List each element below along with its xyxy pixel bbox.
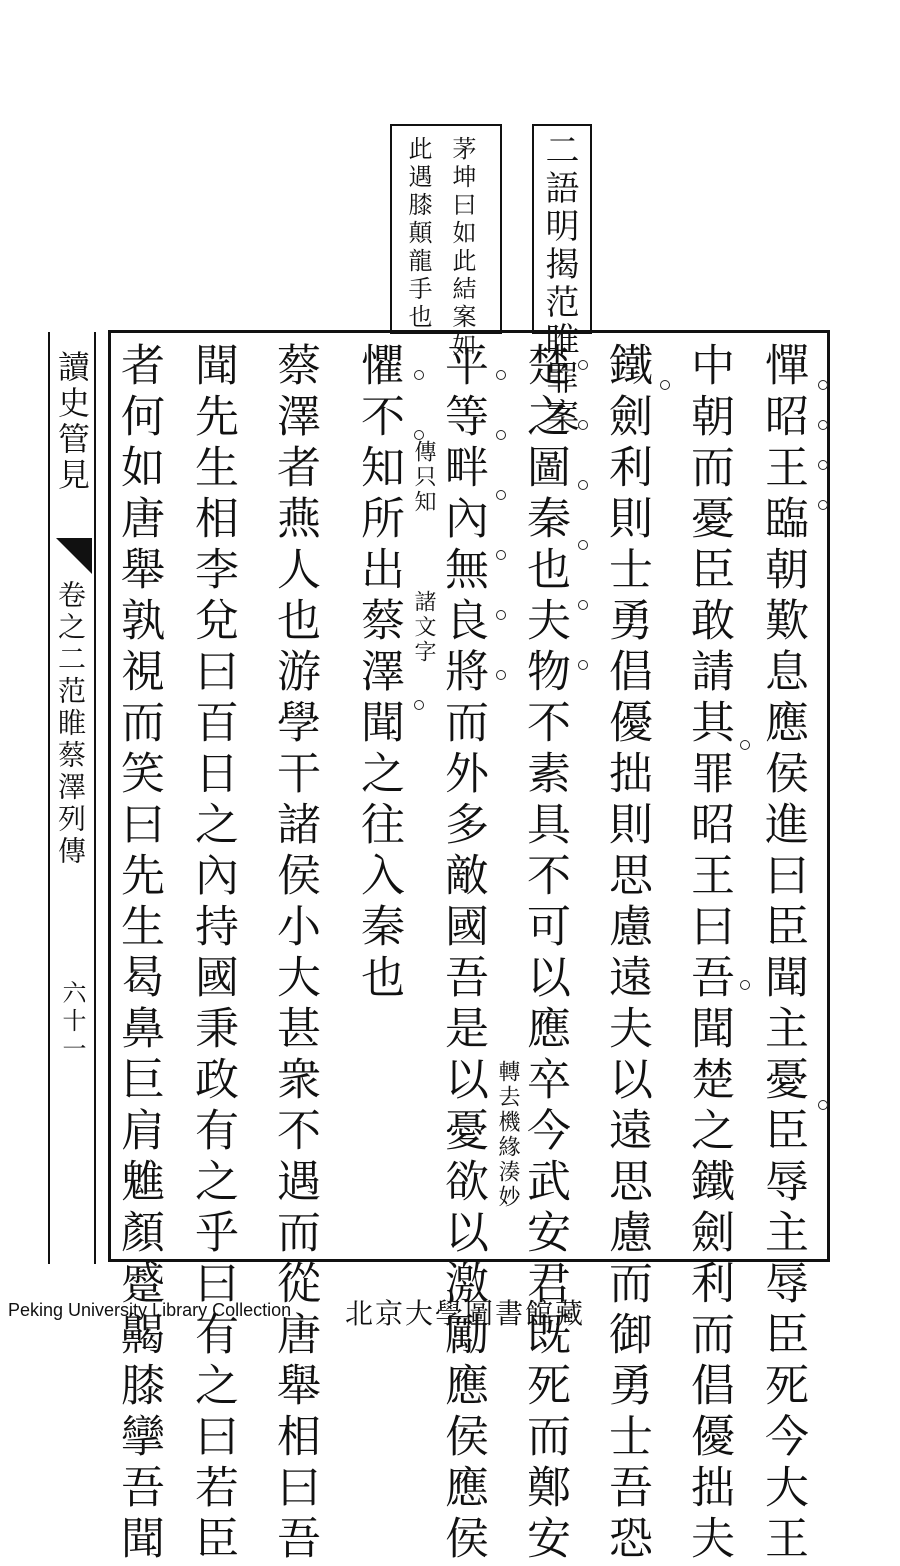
punctuation-dot (578, 540, 588, 550)
punctuation-dot (496, 430, 506, 440)
punctuation-dot (818, 460, 828, 470)
punctuation-dot (818, 1100, 828, 1110)
footer-collection-en: Peking University Library Collection (8, 1300, 292, 1320)
footer-collection-zh: 北京大學圖書館藏 (345, 1297, 586, 1330)
punctuation-dot (818, 500, 828, 510)
text-column-3: 鐵劍利則士勇倡優拙則思慮遠夫以遠思慮而御勇士吾恐 (601, 342, 652, 1566)
header-note-left-text-1: 茅坤曰如此結案如 (448, 136, 476, 360)
punctuation-dot (496, 370, 506, 380)
text-column-2: 中朝而憂臣敢請其罪昭王曰吾聞楚之鐵劍利而倡優拙夫 (683, 342, 734, 1566)
text-column-7: 蔡澤者燕人也游學干諸侯小大甚衆不遇而從唐舉相曰吾 (269, 342, 320, 1566)
text-column-6: 懼不知所出蔡澤聞之往入秦也 (353, 342, 404, 1005)
header-note-right-box (532, 124, 592, 436)
punctuation-dot (740, 740, 750, 750)
punctuation-dot (578, 420, 588, 430)
interlinear-note-1: 傳只知 (411, 440, 436, 515)
punctuation-dot (578, 600, 588, 610)
gutter-chapter-title: 卷之二范睢蔡澤列傳 (54, 580, 87, 868)
punctuation-dot (818, 380, 828, 390)
text-column-5: 平等畔內無良將而外多敵國吾是以憂欲以激勵應侯應侯 (437, 342, 488, 1566)
punctuation-dot (818, 420, 828, 430)
punctuation-dot (578, 660, 588, 670)
punctuation-dot (496, 610, 506, 620)
punctuation-dot (578, 480, 588, 490)
text-column-9: 者何如唐舉孰視而笑曰先生曷鼻巨肩魋顏蹙齃膝攣吾聞 (113, 342, 164, 1566)
text-column-4: 楚之圖秦也夫物不素具不可以應卒今武安君既死而鄭安 (519, 342, 570, 1566)
header-note-left-box (390, 124, 502, 360)
text-column-1: 憚昭王臨朝歎息應侯進曰臣聞主憂臣辱主辱臣死今大王 (757, 342, 808, 1566)
punctuation-dot (660, 380, 670, 390)
punctuation-dot (496, 490, 506, 500)
punctuation-dot (414, 700, 424, 710)
header-note-left-text-2: 此遇膝顛龍手也 (404, 136, 432, 332)
punctuation-dot (414, 430, 424, 440)
punctuation-dot (496, 550, 506, 560)
punctuation-dot (740, 980, 750, 990)
punctuation-dot (496, 670, 506, 680)
text-column-8: 聞先生相李兌曰百日之內持國秉政有之乎曰有之曰若臣 (187, 342, 238, 1566)
interlinear-note-3: 轉去機緣湊妙 (495, 1060, 520, 1210)
gutter-page-number: 六十一 (58, 980, 86, 1064)
punctuation-dot (578, 360, 588, 370)
header-note-right-text: 二語明揭范睢罪案 (539, 132, 579, 436)
punctuation-dot (414, 370, 424, 380)
gutter-book-title: 讀史管見 (53, 350, 91, 494)
interlinear-note-2: 諸文字 (411, 590, 436, 665)
